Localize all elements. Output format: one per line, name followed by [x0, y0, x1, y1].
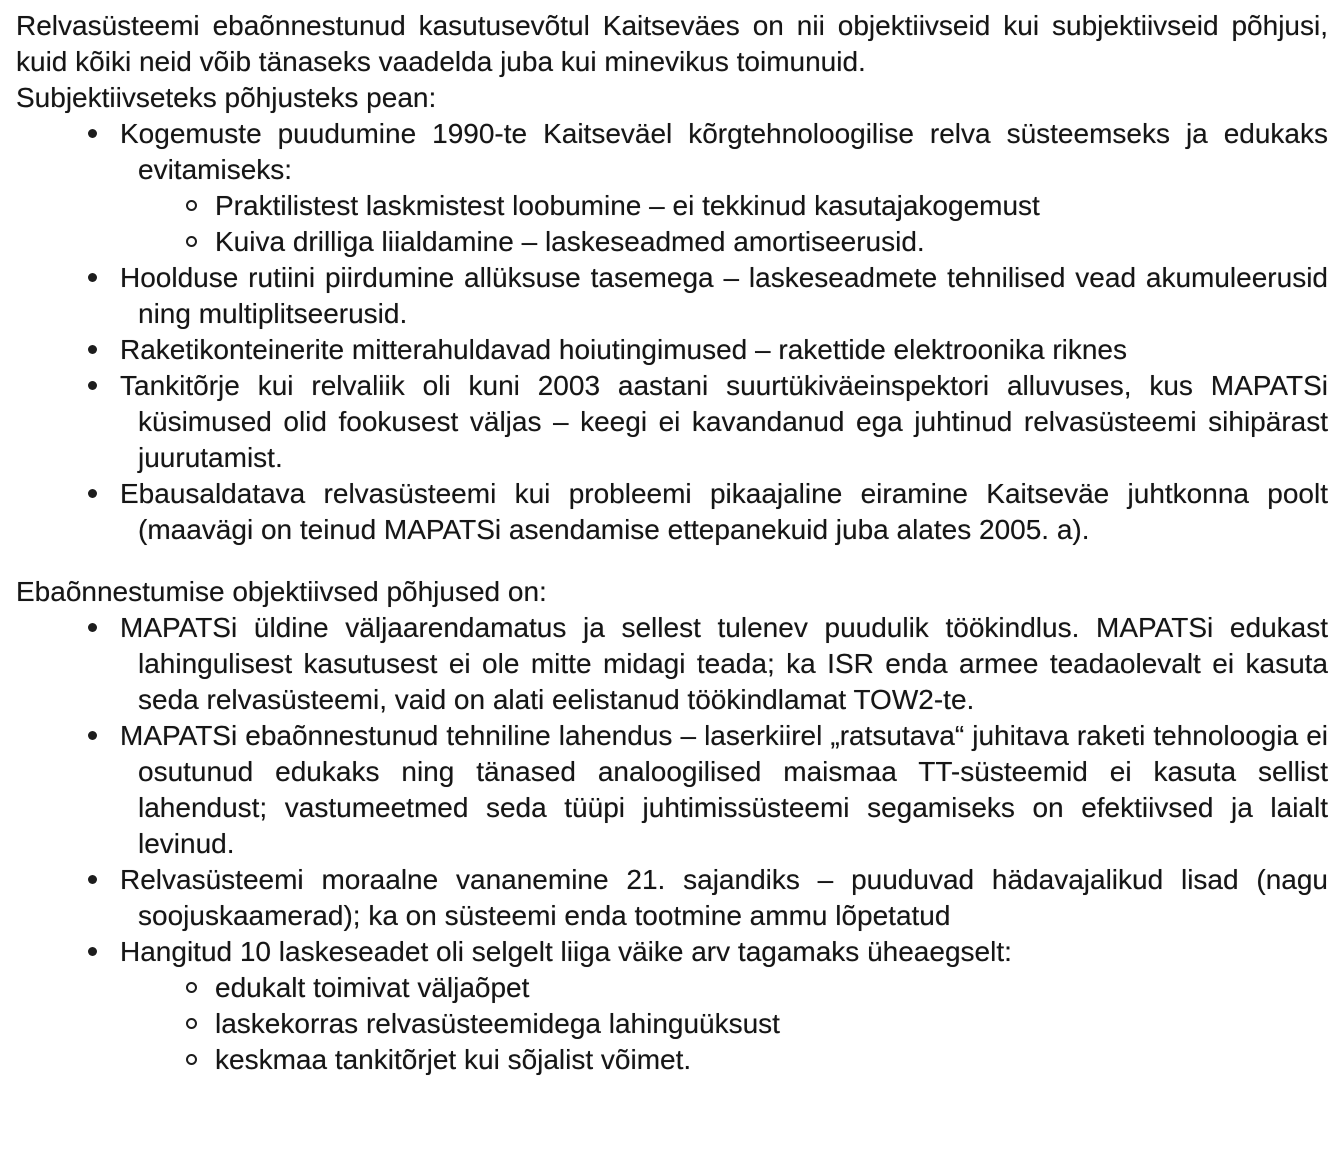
sub-list-item [215, 1006, 1328, 1042]
list-item [120, 332, 1328, 368]
bullet-icon [88, 129, 97, 138]
sub-list [138, 188, 1328, 260]
bullet-icon [88, 345, 97, 354]
list-item-text: Kogemuste puudumine 1990-te Kaitseväel kõrgtehnoloogilise relva süsteemseks ja edukaks evitamiseks: [120, 118, 1328, 185]
bullet-icon [88, 947, 97, 956]
sub-list-item-text: keskmaa tankitõrjet kui sõjalist võimet. [215, 1044, 692, 1075]
list-item [120, 862, 1328, 934]
bullet-icon [88, 489, 97, 498]
list-item [120, 116, 1328, 260]
sub-list-item [215, 224, 1328, 260]
list-item [120, 476, 1328, 548]
objective-lead: Ebaõnnestumise objektiivsed põhjused on: [16, 576, 547, 607]
sub-list-item [215, 970, 1328, 1006]
bullet-icon [88, 875, 97, 884]
list-item-text: Relvasüsteemi moraalne vananemine 21. sajandiks – puuduvad hädavajalikud lisad (nagu soojuskaamerad); ka on süsteemi enda tootmine ammu lõpetatud [120, 864, 1328, 931]
list-item [120, 718, 1328, 862]
sub-list-item-text: Praktilistest laskmistest loobumine – ei tekkinud kasutajakogemust [215, 190, 1040, 221]
list-item-text: Raketikonteinerite mitterahuldavad hoiutingimused – rakettide elektroonika riknes [120, 334, 1128, 365]
list-item-text: Ebausaldatava relvasüsteemi kui probleemi pikaajaline eiramine Kaitseväe juhtkonna poolt (maavägi on teinud MAPATSi asendamise ettepanekuid juba alates 2005. a). [120, 478, 1328, 545]
sub-list [138, 970, 1328, 1078]
list-item-text: MAPATSi üldine väljaarendamatus ja sellest tulenev puudulik töökindlus. MAPATSi edukast lahingulisest kasutusest ei ole mitte midagi teada; ka ISR enda armee teadaolevalt ei kasuta seda relvasüsteemi, vaid on alati eelistanud töökindlamat TOW2-te. [120, 612, 1328, 715]
subjective-lead: Subjektiivseteks põhjusteks pean: [16, 82, 437, 113]
list-item [120, 260, 1328, 332]
sub-list-item-text: edukalt toimivat väljaõpet [215, 972, 530, 1003]
objective-list [16, 610, 1328, 1078]
list-item [120, 934, 1328, 1078]
bullet-icon [88, 273, 97, 282]
list-item-text: Hoolduse rutiini piirdumine allüksuse tasemega – laskeseadmete tehnilised vead akumuleerusid ning multiplitseerusid. [120, 262, 1328, 329]
list-item [120, 368, 1328, 476]
list-item-text: Tankitõrje kui relvaliik oli kuni 2003 aastani suurtükiväeinspektori alluvuses, kus MAPATSi küsimused olid fookusest väljas – keegi ei kavandanud ega juhtinud relvasüsteemi sihipärast juurutamist. [120, 370, 1328, 473]
bullet-icon [88, 381, 97, 390]
sub-list-item-text: laskekorras relvasüsteemidega lahinguüksust [215, 1008, 780, 1039]
list-item-text: MAPATSi ebaõnnestunud tehniline lahendus – laserkiirel „ratsutava“ juhitava raketi tehnoloogia ei osutunud edukaks ning tänased analoogilised maismaa TT-süsteemid ei kasuta sellist lahendust; vastumeetmed seda tüüpi juhtimissüsteemi segamiseks on efektiivsed ja laialt levinud. [120, 720, 1328, 859]
bullet-icon [88, 623, 97, 632]
sub-list-item [215, 1042, 1328, 1078]
bullet-icon [88, 731, 97, 740]
circle-bullet-icon [186, 1054, 197, 1065]
circle-bullet-icon [186, 236, 197, 247]
subjective-list [16, 116, 1328, 548]
list-item [120, 610, 1328, 718]
circle-bullet-icon [186, 200, 197, 211]
sub-list-item-text: Kuiva drilliga liialdamine – laskeseadmed amortiseerusid. [215, 226, 925, 257]
list-item-text: Hangitud 10 laskeseadet oli selgelt liiga väike arv tagamaks üheaegselt: [120, 936, 1012, 967]
circle-bullet-icon [186, 1018, 197, 1029]
sub-list-item [215, 188, 1328, 224]
circle-bullet-icon [186, 982, 197, 993]
intro-paragraph: Relvasüsteemi ebaõnnestunud kasutusevõtul Kaitseväes on nii objektiivseid kui subjektiivseid põhjusi, kuid kõiki neid võib tänaseks vaadelda juba kui minevikus toimunuid. [16, 10, 1328, 77]
